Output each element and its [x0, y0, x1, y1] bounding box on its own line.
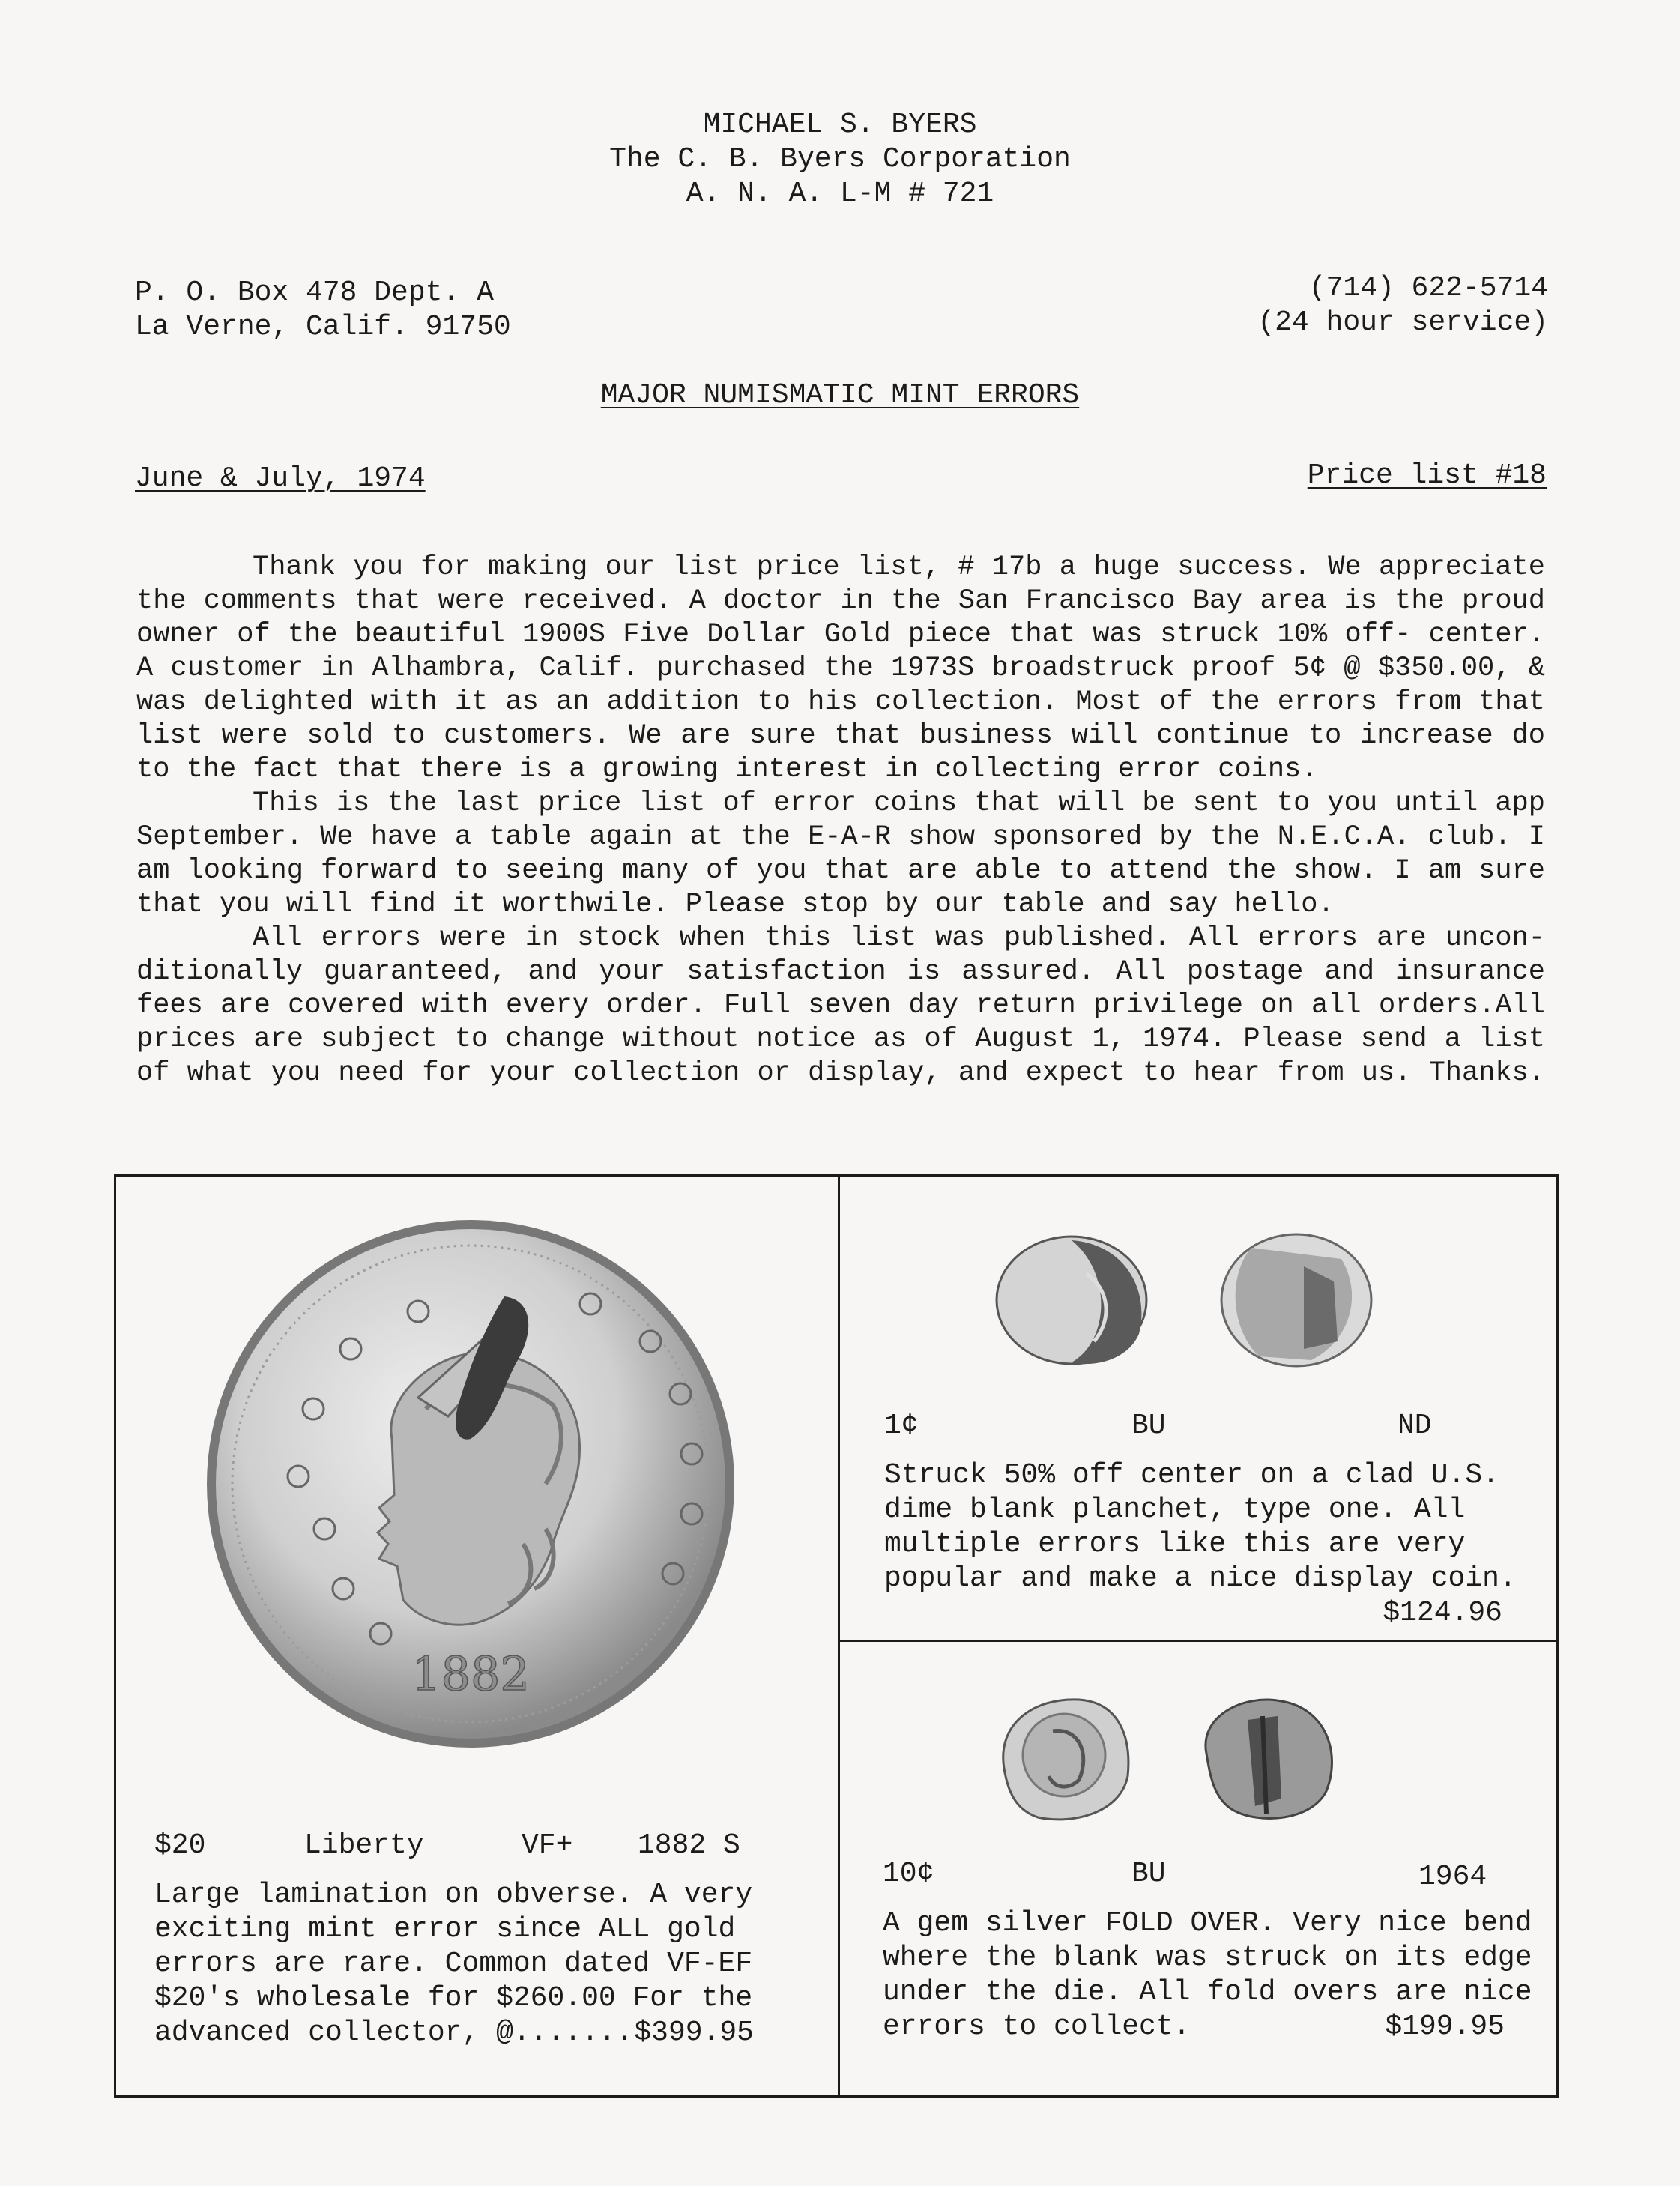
- body-line: to the fact that there is a growing interest in collecting error coins.: [136, 754, 1318, 785]
- gold-desc-last: advanced collector, @.......: [154, 2017, 633, 2049]
- letterhead: [0, 108, 1680, 211]
- cent-price: $124.96: [1383, 1597, 1502, 1629]
- cent-desc-line: dime blank planchet, type one. All: [884, 1494, 1466, 1526]
- table-horizontal-divider: [838, 1640, 1559, 1642]
- dime-price: $199.95: [1385, 2011, 1505, 2043]
- dime-listing: [883, 1857, 1532, 2044]
- body-line: prices are subject to change without notice as of August 1, 1974. Please send a list: [136, 1024, 1545, 1055]
- dime-error-photos: [982, 1686, 1386, 1829]
- dime-desc-line: where the blank was struck on its edge: [883, 1942, 1532, 1974]
- gold-year: 1882 S: [638, 1829, 740, 1862]
- address-line-1: P. O. Box 478 Dept. A: [135, 277, 494, 309]
- dime-specs: [883, 1857, 1527, 1894]
- dime-desc-line: A gem silver FOLD OVER. Very nice bend: [883, 1907, 1532, 1939]
- table-vertical-divider: [838, 1174, 840, 2098]
- phone-number: (714) 622-5714: [1308, 272, 1548, 304]
- gold-coin-listing: [154, 1829, 761, 2050]
- body-line: This is the last price list of error coins that will be sent to you until app: [253, 788, 1545, 819]
- price-list-number: Price list #18: [1307, 459, 1547, 492]
- gold-denomination: $20: [154, 1829, 206, 1862]
- gold-desc-line: $20's wholesale for $260.00 For the: [154, 1982, 753, 2014]
- cent-specs: [884, 1409, 1514, 1446]
- cent-grade: BU: [1131, 1410, 1166, 1442]
- body-line: A customer in Alhambra, Calif. purchased the 1973S broadstruck proof 5¢ @ $350.00, &: [136, 653, 1545, 684]
- dime-grade: BU: [1131, 1858, 1166, 1890]
- cent-desc-line: popular and make a nice display coin.: [884, 1562, 1517, 1595]
- body-line: of what you need for your collection or display, and expect to hear from us. Thanks.: [136, 1057, 1545, 1089]
- document-heading: [0, 378, 1680, 413]
- coin-date: 1882: [411, 1646, 530, 1701]
- list-date: June & July, 1974: [135, 462, 426, 495]
- body-line: am looking forward to seeing many of you that are able to attend the show. I am sure: [136, 855, 1545, 887]
- dealer-name: MICHAEL S. BYERS: [703, 109, 977, 141]
- body-line: September. We have a table again at the E-A-R show sponsored by the N.E.C.A. club. I: [136, 821, 1545, 853]
- dime-reverse-photo: [1206, 1700, 1332, 1818]
- gold-grade: VF+: [522, 1829, 573, 1862]
- gold-coin-photo: [201, 1214, 740, 1754]
- body-line: that you will find it worthwile. Please stop by our table and say hello.: [136, 889, 1335, 920]
- cent-year: ND: [1398, 1410, 1432, 1442]
- cent-desc-line: multiple errors like this are very: [884, 1528, 1466, 1560]
- gold-desc-line: errors are rare. Common dated VF-EF: [154, 1948, 753, 1980]
- ana-membership: A. N. A. L-M # 721: [686, 178, 994, 210]
- mailing-address: [135, 276, 511, 345]
- cent-error-photos: [982, 1229, 1386, 1371]
- phone-service: (24 hour service): [1257, 307, 1548, 339]
- dime-desc-line: under the die. All fold overs are nice: [883, 1976, 1532, 2008]
- gold-desc-line: Large lamination on obverse. A very: [154, 1879, 753, 1911]
- body-line: the comments that were received. A doctor in the San Francisco Bay area is the proud: [136, 585, 1545, 617]
- cent-reverse-photo: [1221, 1234, 1371, 1366]
- dime-denomination: 10¢: [883, 1858, 934, 1890]
- dime-desc-last: errors to collect.: [883, 2011, 1191, 2043]
- body-line: ditionally guaranteed, and your satisfaction is assured. All postage and insurance: [136, 956, 1545, 988]
- dime-year: 1964: [1418, 1861, 1487, 1893]
- gold-price: $399.95: [634, 2017, 754, 2049]
- body-line: owner of the beautiful 1900S Five Dollar Gold piece that was struck 10% off- center.: [136, 619, 1545, 650]
- gold-desc-line: exciting mint error since ALL gold: [154, 1913, 736, 1945]
- cent-denomination: 1¢: [884, 1410, 919, 1442]
- dime-obverse-photo: [1003, 1700, 1128, 1820]
- address-line-2: La Verne, Calif. 91750: [135, 311, 511, 343]
- body-line: list were sold to customers. We are sure that business will continue to increase do: [136, 720, 1545, 752]
- phone-block: [1257, 271, 1548, 340]
- heading-text: MAJOR NUMISMATIC MINT ERRORS: [600, 379, 1080, 411]
- gold-coin-specs: [154, 1829, 761, 1863]
- body-line: All errors were in stock when this list was published. All errors are uncon-: [253, 923, 1545, 954]
- gold-type: Liberty: [304, 1829, 424, 1862]
- body-line: fees are covered with every order. Full seven day return privilege on all orders.All: [136, 990, 1545, 1021]
- cent-obverse-photo: [997, 1237, 1146, 1364]
- company-name: The C. B. Byers Corporation: [609, 143, 1071, 175]
- body-line: Thank you for making our list price list, # 17b a huge success. We appreciate: [253, 552, 1545, 583]
- body-line: was delighted with it as an addition to his collection. Most of the errors from that: [136, 686, 1545, 718]
- letter-body: [136, 551, 1545, 1090]
- cent-desc-line: Struck 50% off center on a clad U.S.: [884, 1459, 1499, 1491]
- cent-listing: [884, 1409, 1517, 1631]
